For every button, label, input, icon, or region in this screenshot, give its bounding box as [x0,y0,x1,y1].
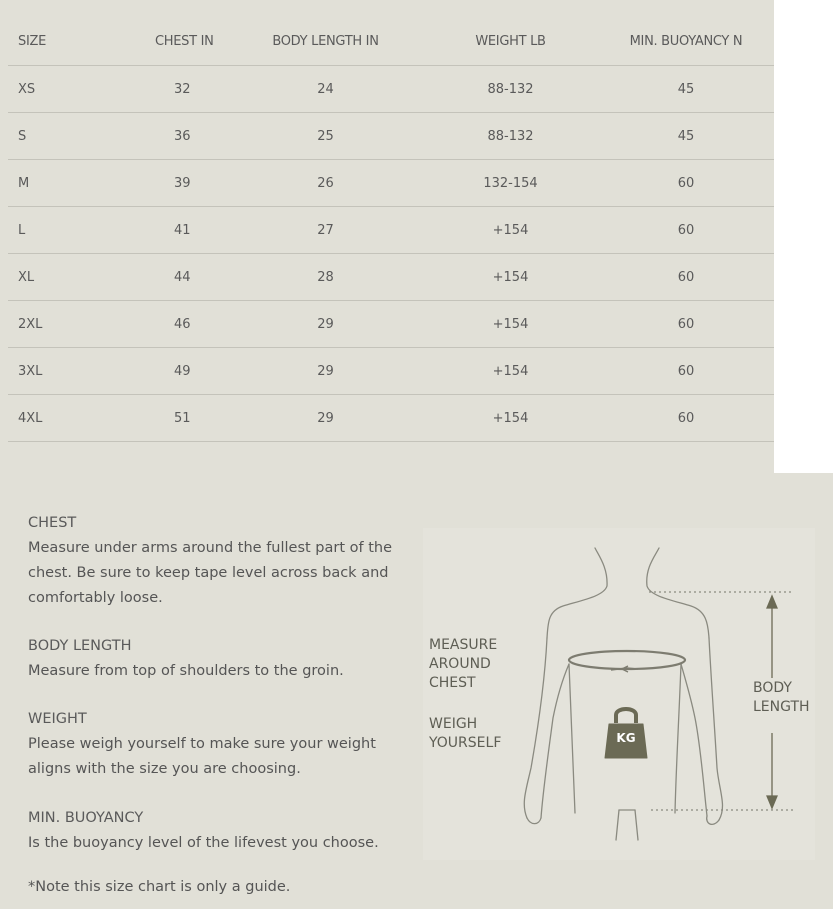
cell-buoyancy: 60 [598,301,774,348]
size-chart-table [8,18,774,442]
cell-body-length: 29 [228,348,423,395]
guide-buoyancy-text: Is the buoyancy level of the lifevest you choose. [28,835,379,851]
measure-chest-line-3: CHEST [429,675,476,691]
cell-weight: +154 [423,301,598,348]
measure-chest-line-1: MEASURE [429,637,498,653]
cell-chest: 32 [58,66,228,113]
cell-body-length: 28 [228,254,423,301]
table-row [8,348,774,395]
size-chart-note: *Note this size chart is only a guide. [28,879,291,895]
guide-chest-title: CHEST [28,515,77,531]
header-chest: CHEST IN [58,18,228,66]
guide-body-length-text: Measure from top of shoulders to the groin. [28,663,344,679]
cell-size: XS [8,66,58,113]
cell-weight: +154 [423,207,598,254]
cell-weight: 132-154 [423,160,598,207]
cell-body-length: 24 [228,66,423,113]
cell-chest: 46 [58,301,228,348]
table-row [8,395,774,442]
cell-chest: 36 [58,113,228,160]
weigh-line-1: WEIGH [429,716,478,732]
guide-buoyancy [28,806,408,856]
body-length-line-1: BODY [753,680,792,696]
guide-body-length [28,634,408,684]
table-row [8,113,774,160]
white-background-patch [774,0,833,473]
cell-body-length: 29 [228,301,423,348]
cell-weight: +154 [423,254,598,301]
cell-body-length: 26 [228,160,423,207]
body-length-label [753,679,810,717]
cell-chest: 51 [58,395,228,442]
cell-size: 2XL [8,301,58,348]
cell-buoyancy: 45 [598,66,774,113]
table-header-row [8,18,774,66]
guide-weight-text: Please weigh yourself to make sure your weight aligns with the size you are choosing. [28,736,376,777]
tape-measure-icon [569,651,685,672]
table-row [8,160,774,207]
cell-chest: 41 [58,207,228,254]
cell-body-length: 29 [228,395,423,442]
measure-chest-label [429,636,497,693]
cell-body-length: 27 [228,207,423,254]
cell-buoyancy: 60 [598,160,774,207]
measure-chest-line-2: AROUND [429,656,491,672]
guide-chest-text: Measure under arms around the fullest part of the chest. Be sure to keep tape level across back and comfortably loose. [28,540,393,606]
table-row [8,254,774,301]
cell-chest: 39 [58,160,228,207]
cell-buoyancy: 60 [598,348,774,395]
header-body-length: BODY LENGTH IN [228,18,423,66]
guide-chest [28,511,408,611]
table-row [8,66,774,113]
cell-weight: 88-132 [423,113,598,160]
weight-badge-label: KG [616,731,636,745]
cell-buoyancy: 60 [598,395,774,442]
cell-weight: +154 [423,395,598,442]
header-buoyancy: MIN. BUOYANCY N [598,18,774,66]
cell-chest: 49 [58,348,228,395]
cell-buoyancy: 60 [598,254,774,301]
guide-buoyancy-title: MIN. BUOYANCY [28,810,144,826]
cell-buoyancy: 60 [598,207,774,254]
cell-size: 4XL [8,395,58,442]
cell-size: XL [8,254,58,301]
guide-body-length-title: BODY LENGTH [28,638,132,654]
cell-weight: 88-132 [423,66,598,113]
cell-size: 3XL [8,348,58,395]
cell-size: M [8,160,58,207]
cell-buoyancy: 45 [598,113,774,160]
weigh-line-2: YOURSELF [429,735,502,751]
cell-size: S [8,113,58,160]
cell-size: L [8,207,58,254]
header-size: SIZE [8,18,58,66]
guide-weight-title: WEIGHT [28,711,87,727]
cell-weight: +154 [423,348,598,395]
weigh-yourself-label [429,715,501,753]
table-row [8,301,774,348]
header-weight: WEIGHT LB [423,18,598,66]
guide-weight [28,707,408,782]
table-row [8,207,774,254]
cell-chest: 44 [58,254,228,301]
cell-body-length: 25 [228,113,423,160]
measurement-diagram [423,528,815,860]
body-length-line-2: LENGTH [753,699,810,715]
